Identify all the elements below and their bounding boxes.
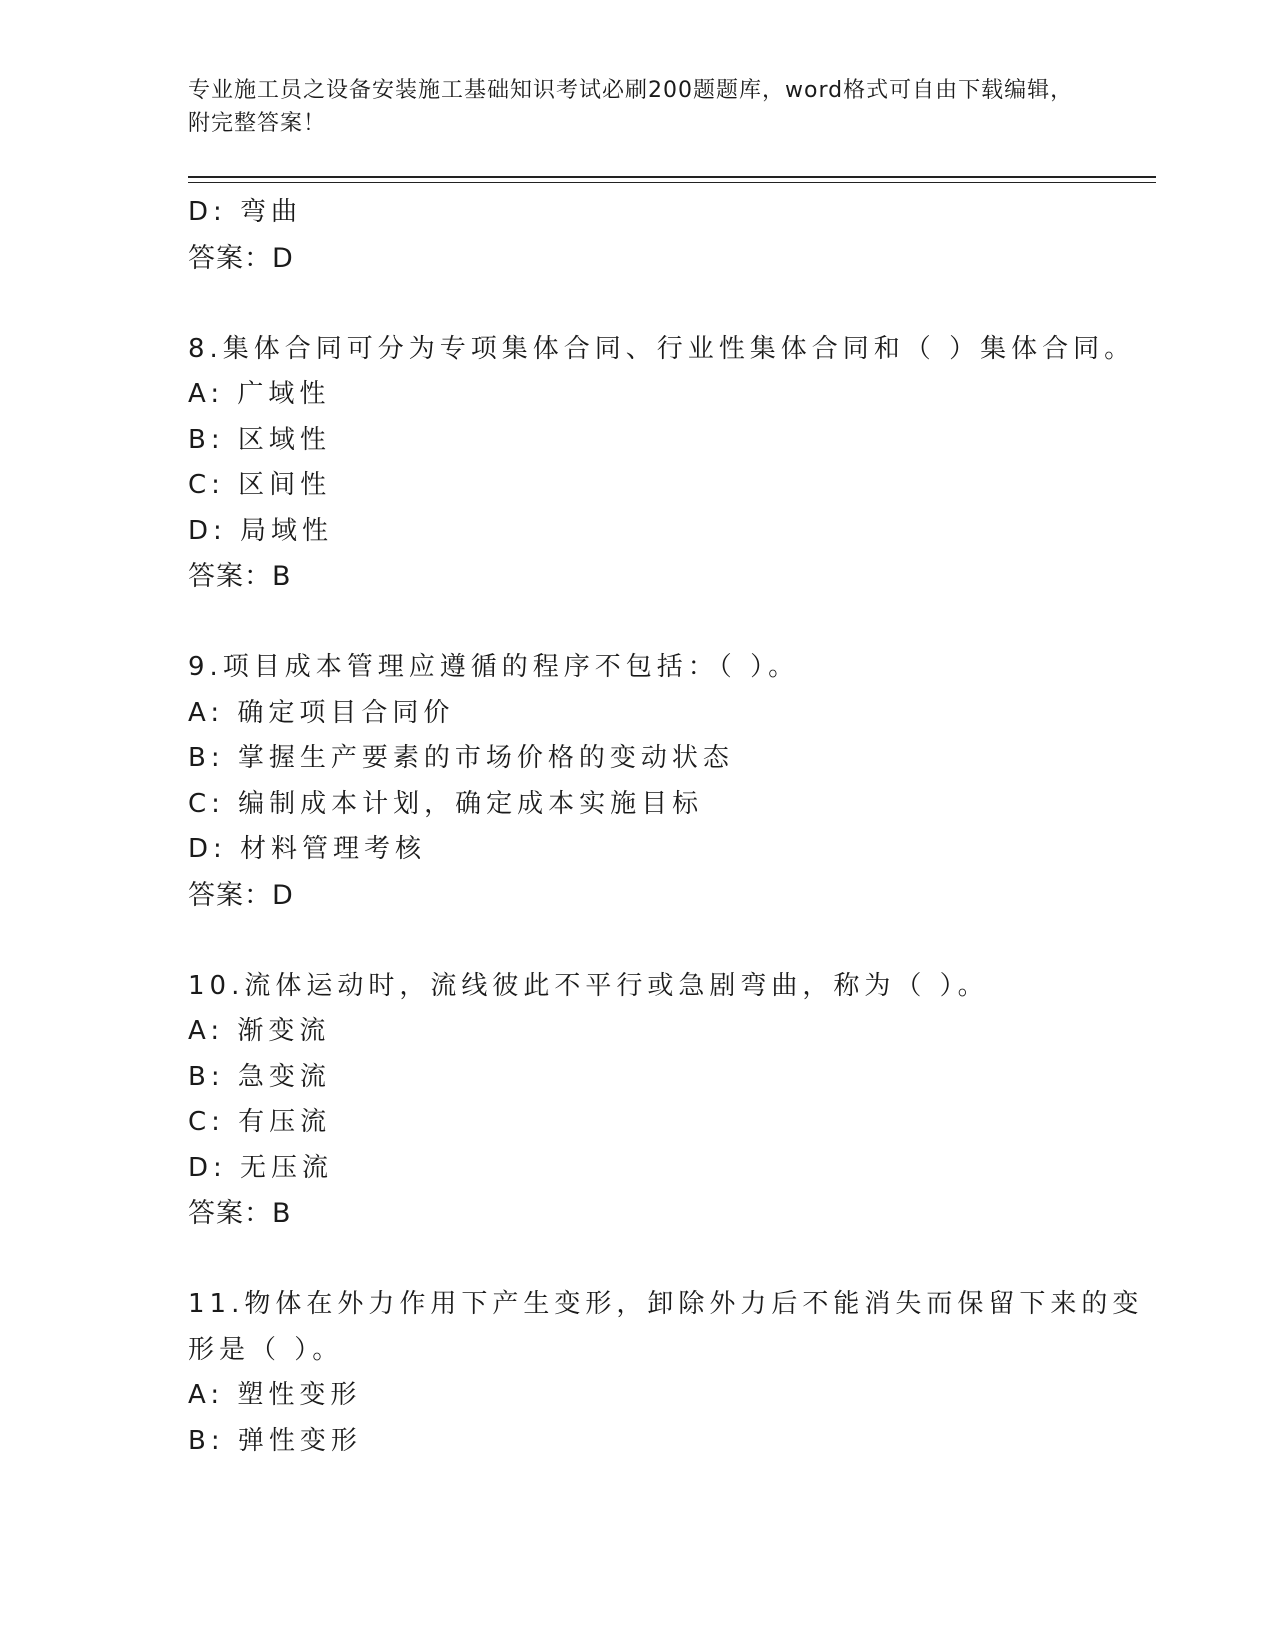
option-c: C: 区间性 [188,470,332,500]
option-d: D: 局域性 [188,515,334,546]
option-d: D: 弯曲 [188,197,303,227]
spacer [188,281,1148,327]
option-a: A: 塑性变形 [188,1380,362,1410]
question-stem: 8.集体合同可分为专项集体合同、行业性集体合同和（ ）集体合同。 [188,333,1136,364]
document-header: 专业施工员之设备安装施工基础知识考试必刷200题题库，word格式可自由下载编辑，附完整答案！ [188,78,1074,136]
answer: 答案：B [188,561,292,592]
spacer [188,1237,1148,1283]
option-b: B: 弹性变形 [188,1425,362,1456]
option-b: B: 区域性 [188,424,331,455]
question-stem-continuation: 形是（ ）。 [188,1334,344,1365]
option-d: D: 材料管理考核 [188,834,427,864]
option-a: A: 确定项目合同价 [188,697,455,728]
option-d: D: 无压流 [188,1152,334,1183]
header-rule-thin [188,182,1156,183]
option-b: B: 掌握生产要素的市场价格的变动状态 [188,743,734,773]
option-c: C: 编制成本计划，确定成本实施目标 [188,788,704,819]
question-stem: 11.物体在外力作用下产生变形，卸除外力后不能消失而保留下来的变 [188,1289,1144,1319]
header-rule-thick [188,176,1156,178]
answer: 答案：B [188,1198,292,1229]
spacer [188,918,1148,964]
question-stem: 10.流体运动时，流线彼此不平行或急剧弯曲，称为（ ）。 [188,970,989,1001]
answer: 答案：D [188,879,294,911]
spacer [188,600,1148,646]
option-b: B: 急变流 [188,1061,331,1092]
option-c: C: 有压流 [188,1107,332,1137]
option-a: A: 渐变流 [188,1016,331,1046]
question-list [188,190,1148,1464]
question-stem: 9.项目成本管理应遵循的程序不包括：（ ）。 [188,652,800,682]
answer: 答案：D [188,242,294,274]
option-a: A: 广域性 [188,379,331,409]
